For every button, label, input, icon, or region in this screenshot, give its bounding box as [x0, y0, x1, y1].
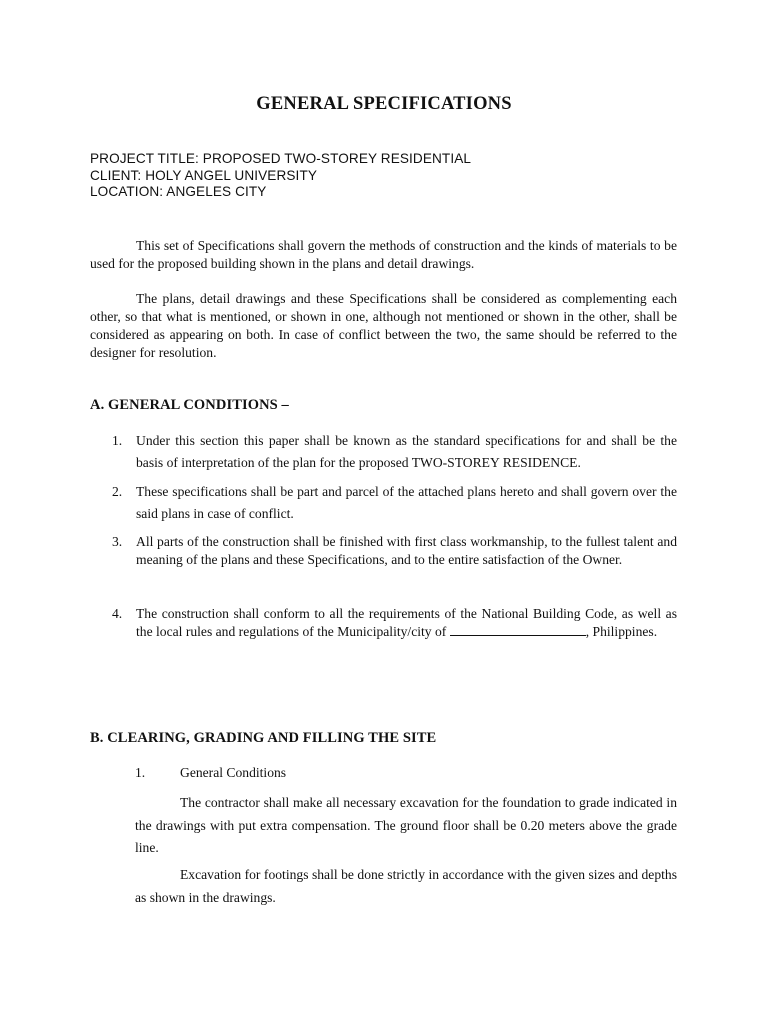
section-b-paragraph-2-text: Excavation for footings shall be done strictly in accordance with the given sizes and depths as shown in the drawings.	[135, 867, 677, 905]
project-info	[90, 151, 471, 201]
intro-paragraph-1	[90, 237, 677, 273]
section-a-heading: A. GENERAL CONDITIONS –	[90, 397, 289, 413]
item-text-after-blank: , Philippines.	[585, 624, 658, 639]
section-b-heading: B. CLEARING, GRADING AND FILLING THE SITE	[90, 730, 437, 746]
document-title: GENERAL SPECIFICATIONS	[256, 94, 512, 114]
item-number: 4.	[112, 606, 123, 621]
fill-in-blank	[450, 624, 586, 636]
section-b-paragraph-1	[135, 792, 677, 860]
section-b-subitem-title: General Conditions	[180, 765, 287, 780]
intro-paragraph-2-text: The plans, detail drawings and these Specifications shall be considered as complementing each other, so that what is mentioned, or shown in one, although not mentioned or shown in the other, shall be considered as appearing on both. In case of conflict between the two, the same should be referred to the designer for resolution.	[90, 291, 677, 360]
project-title-line: PROJECT TITLE: PROPOSED TWO-STOREY RESIDENTIAL	[90, 151, 472, 166]
item-number: 1.	[112, 433, 123, 448]
item-text: All parts of the construction shall be finished with first class workmanship, to the fullest talent and meaning of the plans and these Specifications, and to the entire satisfaction of the Owner.	[136, 534, 677, 567]
section-b-paragraph-1-text: The contractor shall make all necessary excavation for the foundation to grade indicated in the drawings with put extra compensation. The ground floor shall be 0.20 meters above the grade line.	[135, 795, 677, 855]
item-number: 3.	[112, 534, 123, 549]
item-text	[136, 605, 677, 641]
intro-paragraph-1-text: This set of Specifications shall govern the methods of construction and the kinds of materials to be used for the proposed building shown in the plans and detail drawings.	[90, 238, 677, 271]
location-line: LOCATION: ANGELES CITY	[90, 184, 267, 199]
intro-paragraph-2	[90, 290, 677, 362]
item-text-before-blank: The construction shall conform to all the requirements of the National Building Code, as well as the local rules and regulations of the Municipality/city of	[136, 606, 677, 639]
section-b-paragraph-2	[135, 864, 677, 909]
item-text: These specifications shall be part and parcel of the attached plans hereto and shall govern over the said plans in case of conflict.	[136, 484, 677, 521]
section-b-subitem-number: 1.	[135, 765, 146, 780]
item-number: 2.	[112, 484, 123, 499]
item-text: Under this section this paper shall be known as the standard specifications for and shall be the basis of interpretation of the plan for the proposed TWO-STOREY RESIDENCE.	[136, 433, 677, 470]
client-line: CLIENT: HOLY ANGEL UNIVERSITY	[90, 167, 318, 183]
